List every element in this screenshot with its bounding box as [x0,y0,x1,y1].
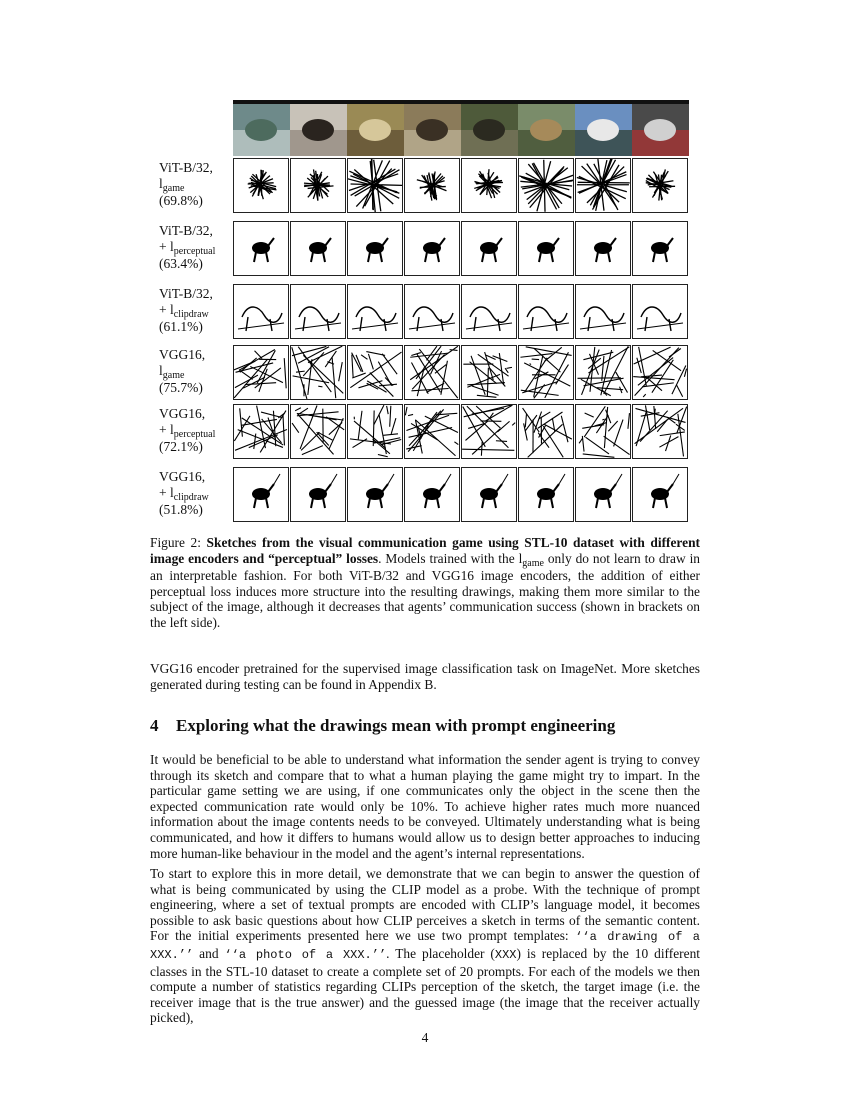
sketch-cell [347,345,403,400]
paragraph-1: VGG16 encoder pretrained for the supervised image classification task on ImageNet. More sketches generated during testing can be found in Appendix B. [150,661,700,692]
row-label: ViT-B/32, $l_{game}$ (69.8%) [159,160,213,208]
photo-horse [290,100,347,156]
row-label: ViT-B/32, + $l_{perceptual}$ (63.4%) [159,223,216,271]
sketch-cell [632,467,688,522]
sketch-cell [518,158,574,213]
sketch-cell [461,467,517,522]
sketch-cell [461,284,517,339]
paragraph-2: It would be beneficial to be able to understand what information the sender agent is trying to convey through its sketch and compare that to what a human playing the game might try to impart. In the particular game setting we are using, if one communicates only the object in the scene then the expected communication rate would only be 10%. To achieve higher rates much more nuanced information about the image contents needs to be conveyed. Ultimately understanding what is being communicated, and how it differs to humans would allow us to design better approaches to inducing more human-like behaviour in the model and the agent’s internal representations. [150,752,700,861]
caption-label: Figure 2: [150,535,201,550]
sketch-cell [632,404,688,459]
sketch-cell [347,221,403,276]
sketch-cell [518,221,574,276]
sketch-cell [290,467,346,522]
sketch-cell [404,158,460,213]
photo-horse-rider [404,100,461,156]
photo-monkey [461,100,518,156]
sketch-row [233,404,689,460]
placeholder-code: XXX [494,947,517,962]
sketch-cell [575,284,631,339]
sketch-cell [632,345,688,400]
sketch-cell [575,404,631,459]
sketch-cell [404,284,460,339]
sketch-cell [404,404,460,459]
sketch-cell [290,345,346,400]
sketch-cell [290,284,346,339]
section-heading: 4 Exploring what the drawings mean with prompt engineering [150,716,616,735]
sketch-cell [233,221,289,276]
photo-truck [632,100,689,156]
sketch-row [233,221,689,277]
sketch-cell [233,284,289,339]
sketch-cell [461,221,517,276]
sketch-cell [518,404,574,459]
sketch-cell [575,467,631,522]
sketch-cell [347,467,403,522]
sketch-cell [290,404,346,459]
sketch-cell [233,158,289,213]
caption-title: Sketches from the visual communication game using STL-10 dataset with different image encoders and “perceptual” losses [150,535,700,566]
sketch-row [233,158,689,214]
sketch-cell [290,221,346,276]
sketch-cell [461,345,517,400]
sketch-row [233,284,689,340]
row-label: VGG16, + $l_{perceptual}$ (72.1%) [159,406,216,454]
sketch-cell [575,345,631,400]
sketch-cell [233,467,289,522]
figure-photo-row [233,100,689,156]
row-label: VGG16, + $l_{clipdraw}$ (51.8%) [159,469,209,517]
figure-caption: Figure 2: Sketches from the visual communication game using STL-10 dataset with different image encoders and “perceptual” losses. Models trained with the $l_{game}$ only do not learn to draw in an interpretable fashion. For both ViT-B/32 and VGG16 image encoders, the addition of either perceptual loss induces more structure into the resulting drawings, making them more similar to the subject of the image, although it decreases that agents’ communication success (shown in brackets on the left side). [150,535,700,630]
sketch-cell [518,345,574,400]
sketch-cell [347,284,403,339]
sketch-cell [632,221,688,276]
sketch-row [233,467,689,523]
photo-ship [233,100,290,156]
sketch-cell [575,158,631,213]
page-number: 4 [421,1030,429,1045]
photo-dog [575,100,632,156]
sketch-cell [404,221,460,276]
sketch-cell [518,284,574,339]
sketch-cell [518,467,574,522]
sketch-cell [461,404,517,459]
sketch-cell [461,158,517,213]
sketch-cell [632,284,688,339]
sketch-cell [233,345,289,400]
sketch-cell [404,467,460,522]
sketch-cell [347,158,403,213]
sketch-cell [290,158,346,213]
sketch-cell [347,404,403,459]
paragraph-3: To start to explore this in more detail, we demonstrate that we can begin to answer the question of what is being communicated by using the CLIP model as a probe. With the technique of prompt engineering, where a set of textual prompts are encoded with CLIP’s language model, it becomes possible to ask basic questions about how CLIP perceives a sketch in terms of the semantic content. For the initial experiments presented here we use two prompt templates: ‘‘a drawing of a XXX.’’ and ‘‘a photo of a XXX.’’. The placeholder (XXX) is replaced by the 10 different classes in the STL-10 dataset to create a complete set of 20 prompts. For each of the models we then compute a number of statistics regarding CLIPs perception of the sketch, the target image (i.e. the receiver image that is the true answer) and the guessed image (the image that the receiver actually picked), [150,866,700,1026]
row-label: VGG16, $l_{game}$ (75.7%) [159,347,206,395]
prompt-template-drawing: ‘‘a drawing of a XXX.’’ [150,930,700,962]
sketch-cell [404,345,460,400]
sketch-cell [575,221,631,276]
row-label: ViT-B/32, + $l_{clipdraw}$ (61.1%) [159,286,213,334]
photo-car [347,100,404,156]
sketch-cell [233,404,289,459]
sketch-cell [632,158,688,213]
prompt-template-photo: ‘‘a photo of a XXX.’’ [224,947,387,962]
photo-bird [518,100,575,156]
sketch-row [233,345,689,401]
